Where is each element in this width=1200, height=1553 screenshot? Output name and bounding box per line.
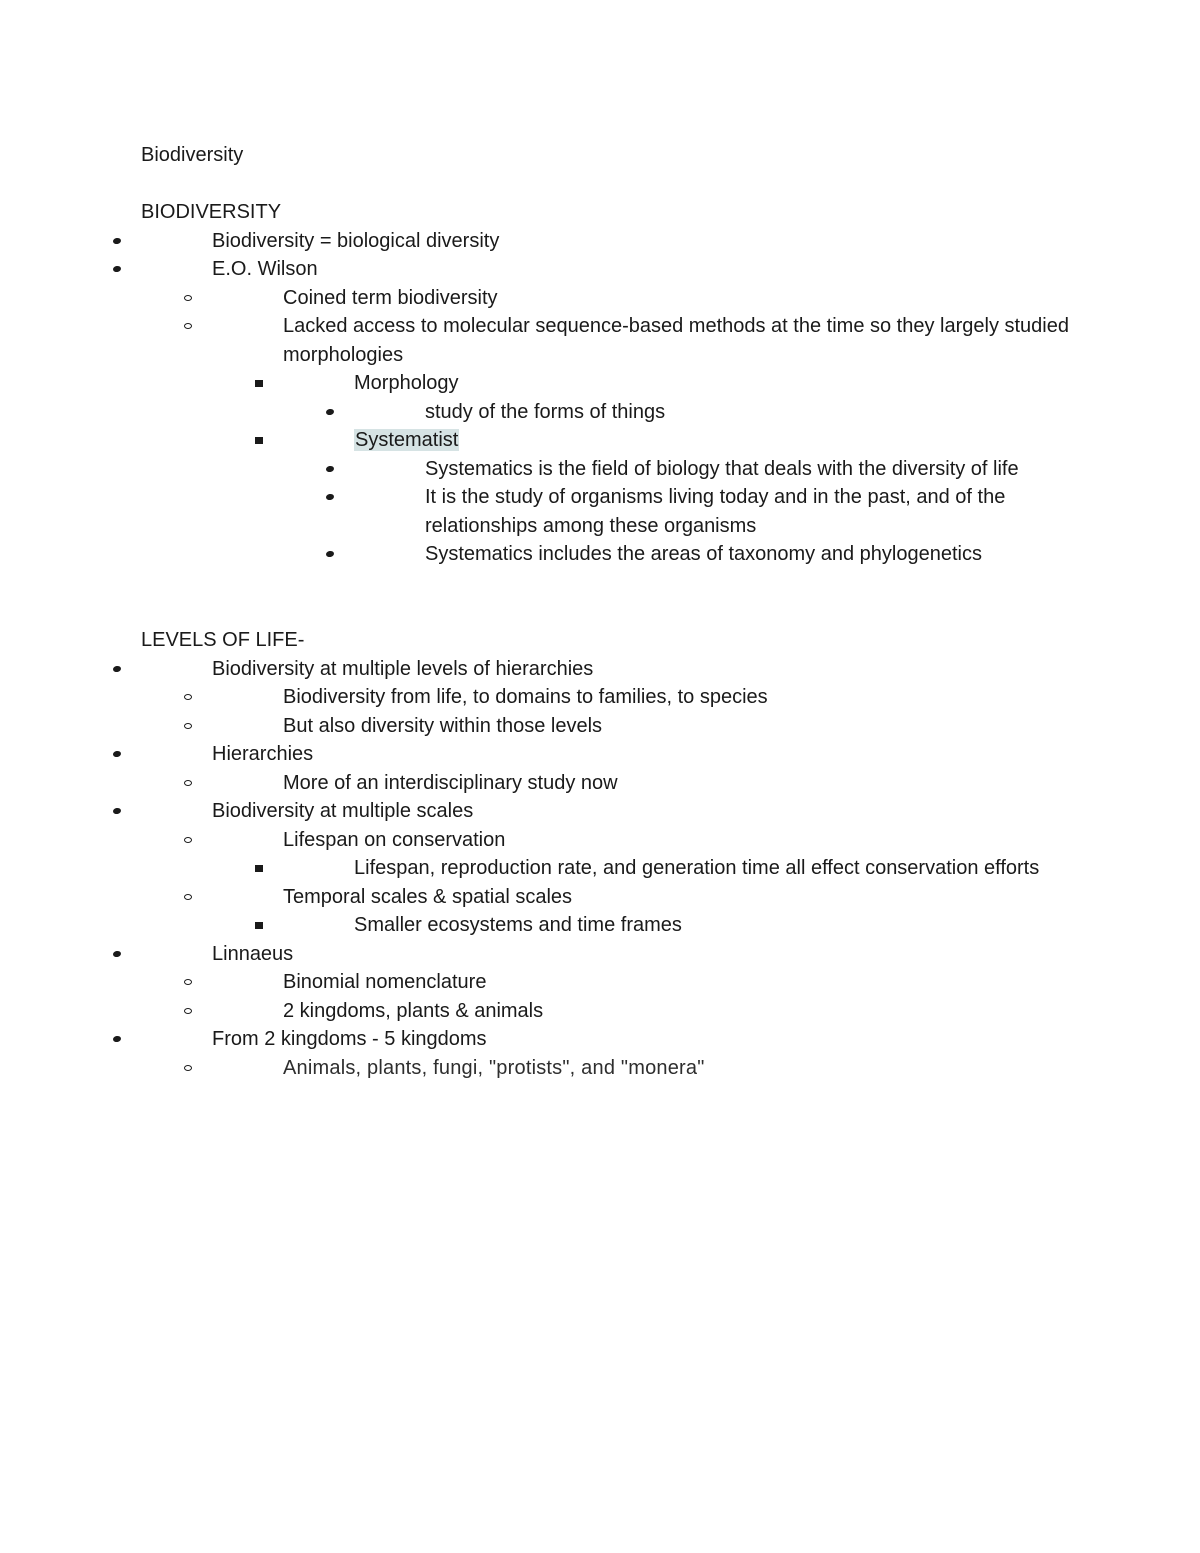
bullet-list [141,655,1101,1083]
disc-bullet-icon [107,940,127,969]
list-item-text: study of the forms of things [425,400,666,423]
list-item-text: Coined term biodiversity [283,286,498,309]
circle-bullet-icon [178,968,198,997]
disc-bullet-icon [107,1025,127,1054]
list-item [283,369,1101,426]
list-item-text: Morphology [354,372,459,394]
list-item [141,255,1101,569]
list-item [212,712,1101,741]
sub-list [212,968,1101,1025]
list-item-text: Biodiversity at multiple levels of hierarchies [212,657,594,680]
sub-list [354,455,1101,569]
disc-bullet-icon [107,227,127,256]
section-biodiversity [141,198,1101,569]
list-item-text: Lifespan on conservation [283,828,506,851]
list-item-text: Animals, plants, fungi, "protists", and "monera" [283,1056,705,1079]
list-item [141,655,1101,741]
list-item [212,284,1101,313]
list-item [212,997,1101,1026]
sub-list [283,369,1101,569]
list-item-text: Systematics is the field of biology that deals with the diversity of life [425,457,1019,480]
list-item [141,797,1101,940]
list-item-text: But also diversity within those levels [283,714,603,737]
list-item [141,1025,1101,1082]
list-item-text: Biodiversity at multiple scales [212,800,474,822]
list-item-text: Hierarchies [212,743,314,765]
list-item-text: Lacked access to molecular sequence-based methods at the time so they largely studied morphologies [283,315,1069,366]
list-item-text: Temporal scales & spatial scales [283,885,573,908]
circle-bullet-icon [178,284,198,313]
list-item [283,854,1101,883]
list-item [354,398,1101,427]
list-item-text: From 2 kingdoms - 5 kingdoms [212,1028,487,1050]
square-bullet-icon [249,911,269,940]
bullet-list [141,227,1101,569]
disc-bullet-icon [320,398,340,427]
list-item [354,455,1101,484]
list-item [212,312,1101,569]
circle-bullet-icon [178,769,198,798]
circle-bullet-icon [178,712,198,741]
sub-list [212,769,1101,798]
list-item [212,883,1101,940]
disc-bullet-icon [107,797,127,826]
list-item [141,940,1101,1026]
list-item-text: It is the study of organisms living today and in the past, and of the relationships among these organisms [425,486,1006,537]
list-item-text: More of an interdisciplinary study now [283,771,618,794]
sub-list [212,826,1101,940]
square-bullet-icon [249,426,269,455]
list-item [212,769,1101,798]
list-item-text: Biodiversity = biological diversity [212,229,500,252]
document-title: Biodiversity [141,144,244,166]
circle-bullet-icon [178,683,198,712]
square-bullet-icon [249,854,269,883]
sub-list [354,398,1101,427]
disc-bullet-icon [107,655,127,684]
sub-list [212,1054,1101,1083]
list-item-text: Lifespan, reproduction rate, and generation time all effect conservation efforts [354,857,1040,879]
list-item [141,227,1101,256]
list-item-text: E.O. Wilson [212,258,318,280]
list-item-text: Linnaeus [212,942,294,965]
disc-bullet-icon [320,540,340,569]
disc-bullet-icon [320,455,340,484]
circle-bullet-icon [178,997,198,1026]
sub-list [283,854,1101,883]
section-levels-of-life [141,626,1101,1082]
list-item [283,426,1101,569]
square-bullet-icon [249,369,269,398]
list-item [212,826,1101,883]
circle-bullet-icon [178,826,198,855]
section-heading-biodiversity: BIODIVERSITY [141,201,282,223]
list-item [212,683,1101,712]
list-item [354,483,1101,540]
circle-bullet-icon [178,1054,198,1083]
disc-bullet-icon [107,255,127,284]
list-item [141,740,1101,797]
list-item [212,1054,1101,1083]
sub-list [212,683,1101,740]
circle-bullet-icon [178,883,198,912]
highlighted-term: Systematist [355,429,459,451]
list-item-text: Systematics includes the areas of taxonomy and phylogenetics [425,543,982,565]
disc-bullet-icon [107,740,127,769]
list-item [283,911,1101,940]
disc-bullet-icon [320,483,340,512]
list-item-text: Biodiversity from life, to domains to families, to species [283,686,768,708]
list-item-text: 2 kingdoms, plants & animals [283,999,544,1022]
circle-bullet-icon [178,312,198,341]
sub-list [283,911,1101,940]
section-heading-levels-of-life: LEVELS OF LIFE- [141,629,305,651]
list-item-text: Smaller ecosystems and time frames [354,914,682,936]
list-item-text: Binomial nomenclature [283,971,487,993]
sub-list [212,284,1101,569]
list-item [212,968,1101,997]
list-item [354,540,1101,569]
